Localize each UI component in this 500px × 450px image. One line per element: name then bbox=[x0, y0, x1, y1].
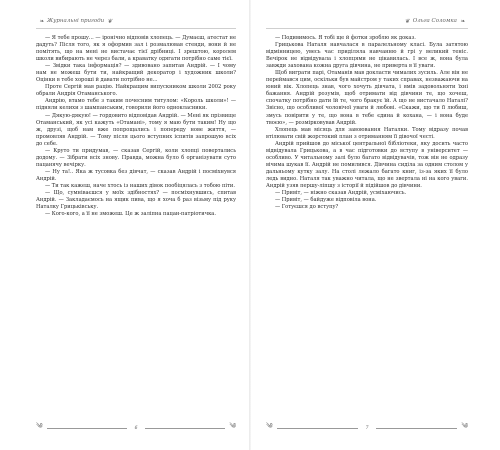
paragraph: — Привіт, — байдуже відповіла вона. bbox=[275, 197, 377, 204]
footer-rule bbox=[376, 428, 457, 429]
paragraph: Щоб виграти парі, Отаманів мав докласти чималих зусиль. Але він не переймався цим, оскільки був майстром у таких справах, незважаючи на юний вік. Хлопець знав, чого хочуть дівчата, і вмів задовольняти їхні бажання. Андрій розумів, щоб отримати від дівчини те, що хочеш, спочатку потрібно дати їй те, чого бракує їй. А що не вистачало Наталі? Звісно, що особливої чоловічої уваги й любові. «Скажи, що ти її любиш, змусь повірити у те, що вона в тебе єдина й кохана, — і вона буде твоєю», — розмірковував Андрій. bbox=[266, 70, 468, 126]
flourish-icon: ❦ bbox=[107, 17, 113, 25]
left-page-footer bbox=[36, 422, 236, 434]
left-running-header bbox=[36, 14, 236, 29]
paragraph: — Що, сумніваєшся у моїх здібностях? — посміхнувшись, спитав Андрій. — Закладаємось на ящик пива, що я хоча б раз візьму під руку Наталку Грицьківську. bbox=[36, 190, 236, 211]
left-page-text bbox=[36, 35, 236, 218]
footer-rule bbox=[47, 428, 127, 429]
right-header-title: Ольга Соломка bbox=[412, 18, 457, 24]
paragraph: — Ти так кажеш, наче хтось із наших дівок пообіцялась з тобою піти. bbox=[45, 182, 235, 189]
flourish-icon: ❦ bbox=[404, 17, 410, 25]
footer-rule bbox=[145, 428, 225, 429]
paragraph: — Дякую-дякую! — гордовито відповідав Андрій. — Мені як прізвище Отаманський, як усі кажуть «Отамані», тому я маю бути таким! Ну що ж, друзі, щоб нам вже попрощались і попереду нове життя, — промовляв Андрій. — Тому після цього вступних іспитів запрошую всіх до себе. bbox=[36, 112, 236, 147]
paragraph: Андрію, втамо тебе з таким почесним титулом: «Король школи»! — підняли келихи з шампанським, говорили його однокласники. bbox=[36, 98, 236, 112]
flourish-icon: ❧ bbox=[459, 17, 465, 25]
right-running-header bbox=[266, 14, 468, 29]
right-page bbox=[250, 0, 500, 450]
flourish-icon: ❧ bbox=[39, 17, 45, 25]
ornament-icon: ༄ bbox=[266, 421, 273, 430]
paragraph: — Привіт, — ніжно сказав Андрій, усміхаючись. bbox=[275, 190, 407, 197]
ornament-icon: ༄ bbox=[229, 421, 236, 430]
right-page-text bbox=[266, 35, 468, 211]
right-page-number: 7 bbox=[365, 425, 369, 431]
paragraph: Хлопець мав місяць для завоювання Наталки. Тому відразу почав втілювати свій жорстокий план з отриманням її дівочої честі. bbox=[266, 126, 468, 140]
paragraph: — Готуєшся до вступу? bbox=[275, 204, 339, 211]
paragraph: — Круто ти придумав, — сказав Сергій, коли хлопці повертались додому. — Зібрати всіх знову. Правда, можна було б організувати суто пацанячу вечірку. bbox=[36, 147, 236, 168]
ornament-icon: ༄ bbox=[461, 421, 468, 430]
paragraph: — Ну та!.. Яка ж тусовка без дівчат, — сказав Андрій і посміхнувся Андрій. bbox=[36, 168, 236, 182]
left-header-title: Журнальні пригоди bbox=[47, 18, 105, 24]
left-page-number: 6 bbox=[134, 425, 138, 431]
paragraph: — Подивимось. Я тобі ще й фотки зроблю як доказ. bbox=[275, 35, 416, 41]
paragraph: Андрій прийшов до міської центральної бібліотеки, яку досить часто відвідувала Грицькова, а в час підготовки до вступу в університет — особливо. У читальному залі було багато відвідувачів, тож він не одразу вічима шукав її. Андрій не помилився. Дівчина сиділа за одним столом у дальньому кутку залу. На столі лежало багато книг, із-за яких її було ледь видно. Наталя так уважно читала, що не звертала ні на кого уваги. Андрій узяв першу-ліпшу з історії й підійшов до дівчини. bbox=[266, 140, 468, 189]
paragraph: — Я тебе прошу... — іронічно відповів хлопець. — Думаєш, атестат не дадуть? Після того, як я оформив зал і розмалював стенди, вони й не помітять, що на мені не вистачає тієї дрібниці. І зрештою, королем школи вибирають не через бали, а краватку одягати потрібно саме тієї. bbox=[36, 35, 236, 63]
paragraph: Проте Сергій мав рацію. Найкращим випускником школи 2002 року обрали Андрія Отаманського. bbox=[36, 84, 236, 98]
paragraph: — Кого-кого, а її не зможеш. Це ж заліпна пацан-патріотичка. bbox=[45, 211, 216, 218]
footer-rule bbox=[277, 428, 358, 429]
ornament-icon: ༄ bbox=[36, 421, 43, 430]
right-page-footer bbox=[266, 422, 468, 434]
paragraph: Грицькова Наталя навчалася в паралельному класі. Була затятою відмінницею, увесь час приділяла навчанню й грі у великий теніс. Вечірок не відвідувала і хлопцями не цікавилась. І все ж, вона була завжди захована кожна друга дівчина, не приверта в її уваги. bbox=[266, 42, 468, 70]
paragraph: — Звідки така інформація? — здивовано запитав Андрій. — І чому нам не можеш бути ти, найкращий декоратор і художник школи? Оцінки в тебе хороші й давати потрібно не... bbox=[36, 63, 236, 84]
